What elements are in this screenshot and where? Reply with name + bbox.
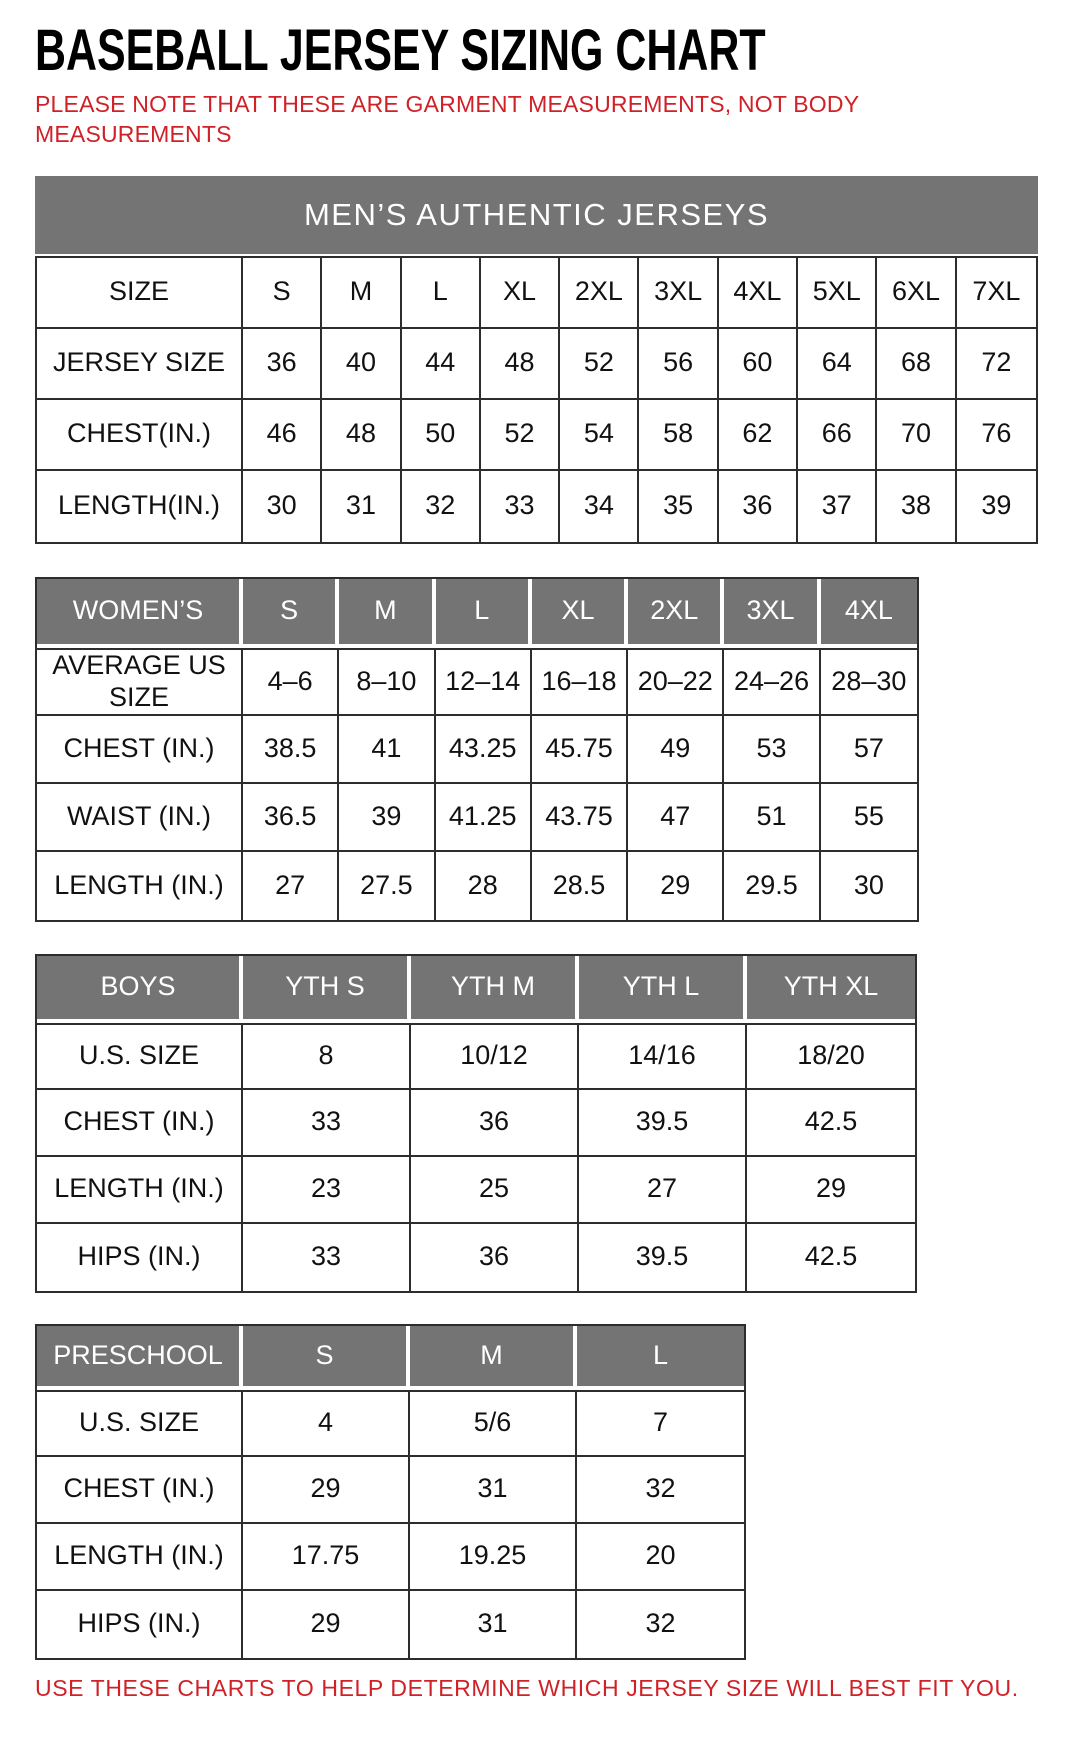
mens-table-banner: MEN’S AUTHENTIC JERSEYS — [35, 176, 1038, 254]
cell-value: 19.25 — [410, 1524, 577, 1591]
cell-value: 35 — [639, 471, 718, 542]
cell-value: 25 — [411, 1157, 579, 1224]
cell-value: 66 — [798, 400, 877, 471]
cell-value: 20 — [577, 1524, 744, 1591]
boys-size-header: YTH XL — [747, 956, 915, 1023]
cell-value: 51 — [724, 784, 820, 852]
womens-header-label: WOMEN’S — [37, 579, 243, 648]
cell-value: 8–10 — [339, 648, 435, 716]
preschool-size-header: S — [243, 1326, 410, 1390]
cell-value: 2XL — [560, 258, 639, 329]
cell-value: 5XL — [798, 258, 877, 329]
row-label: JERSEY SIZE — [37, 329, 243, 400]
cell-value: 76 — [957, 400, 1036, 471]
womens-size-header: 3XL — [724, 579, 820, 648]
cell-value: 52 — [560, 329, 639, 400]
womens-sizing-table — [35, 577, 919, 922]
cell-value: 68 — [877, 329, 956, 400]
cell-value: 33 — [481, 471, 560, 542]
boys-header-row — [37, 956, 915, 1023]
cell-value: 38 — [877, 471, 956, 542]
cell-value: 34 — [560, 471, 639, 542]
cell-value: 39.5 — [579, 1224, 747, 1291]
mens-row — [37, 471, 1036, 542]
boys-size-header: YTH L — [579, 956, 747, 1023]
boys-size-header: YTH M — [411, 956, 579, 1023]
preschool-header-label: PRESCHOOL — [37, 1326, 243, 1390]
cell-value: 57 — [821, 716, 917, 784]
cell-value: 4 — [243, 1390, 410, 1457]
preschool-size-header: L — [577, 1326, 744, 1390]
mens-row — [37, 400, 1036, 471]
cell-value: 58 — [639, 400, 718, 471]
cell-value: 39.5 — [579, 1090, 747, 1157]
womens-size-header: S — [243, 579, 339, 648]
cell-value: 39 — [957, 471, 1036, 542]
womens-row — [37, 852, 917, 920]
row-label: LENGTH (IN.) — [37, 852, 243, 920]
cell-value: 45.75 — [532, 716, 628, 784]
preschool-row — [37, 1591, 744, 1658]
cell-value: 56 — [639, 329, 718, 400]
womens-size-header: L — [436, 579, 532, 648]
cell-value: 36.5 — [243, 784, 339, 852]
cell-value: 33 — [243, 1224, 411, 1291]
row-label: LENGTH (IN.) — [37, 1524, 243, 1591]
row-label: CHEST (IN.) — [37, 1090, 243, 1157]
cell-value: 48 — [322, 400, 401, 471]
cell-value: 60 — [719, 329, 798, 400]
cell-value: 23 — [243, 1157, 411, 1224]
cell-value: XL — [481, 258, 560, 329]
cell-value: 39 — [339, 784, 435, 852]
row-label: CHEST (IN.) — [37, 716, 243, 784]
cell-value: 46 — [243, 400, 322, 471]
preschool-row — [37, 1457, 744, 1524]
preschool-row — [37, 1390, 744, 1457]
cell-value: 28 — [436, 852, 532, 920]
cell-value: 28.5 — [532, 852, 628, 920]
cell-value: 10/12 — [411, 1023, 579, 1090]
cell-value: S — [243, 258, 322, 329]
preschool-header-row — [37, 1326, 744, 1390]
cell-value: 33 — [243, 1090, 411, 1157]
cell-value: 4XL — [719, 258, 798, 329]
cell-value: 54 — [560, 400, 639, 471]
cell-value: 29 — [747, 1157, 915, 1224]
row-label: U.S. SIZE — [37, 1390, 243, 1457]
cell-value: 8 — [243, 1023, 411, 1090]
boys-size-header: YTH S — [243, 956, 411, 1023]
cell-value: 72 — [957, 329, 1036, 400]
cell-value: 36 — [719, 471, 798, 542]
cell-value: 14/16 — [579, 1023, 747, 1090]
preschool-sizing-table — [35, 1324, 746, 1660]
cell-value: 31 — [410, 1591, 577, 1658]
cell-value: 3XL — [639, 258, 718, 329]
cell-value: 36 — [411, 1224, 579, 1291]
cell-value: 53 — [724, 716, 820, 784]
cell-value: 24–26 — [724, 648, 820, 716]
fit-advice-footer: USE THESE CHARTS TO HELP DETERMINE WHICH JERSEY SIZE WILL BEST FIT YOU. — [35, 1674, 1019, 1701]
row-label: LENGTH (IN.) — [37, 1157, 243, 1224]
cell-value: 30 — [243, 471, 322, 542]
boys-sizing-table — [35, 954, 917, 1293]
cell-value: 6XL — [877, 258, 956, 329]
preschool-row — [37, 1524, 744, 1591]
cell-value: 55 — [821, 784, 917, 852]
garment-measurements-note: PLEASE NOTE THAT THESE ARE GARMENT MEASUREMENTS, NOT BODY MEASUREMENTS — [35, 91, 859, 147]
cell-value: 31 — [410, 1457, 577, 1524]
cell-value: 5/6 — [410, 1390, 577, 1457]
cell-value: 49 — [628, 716, 724, 784]
cell-value: M — [322, 258, 401, 329]
cell-value: 7 — [577, 1390, 744, 1457]
cell-value: 18/20 — [747, 1023, 915, 1090]
cell-value: L — [402, 258, 481, 329]
cell-value: 43.25 — [436, 716, 532, 784]
cell-value: 31 — [322, 471, 401, 542]
row-label: HIPS (IN.) — [37, 1591, 243, 1658]
cell-value: 44 — [402, 329, 481, 400]
cell-value: 20–22 — [628, 648, 724, 716]
mens-sizing-table — [35, 256, 1038, 544]
cell-value: 29.5 — [724, 852, 820, 920]
cell-value: 37 — [798, 471, 877, 542]
cell-value: 41.25 — [436, 784, 532, 852]
cell-value: 40 — [322, 329, 401, 400]
cell-value: 27 — [579, 1157, 747, 1224]
cell-value: 17.75 — [243, 1524, 410, 1591]
mens-row — [37, 329, 1036, 400]
row-label: LENGTH(IN.) — [37, 471, 243, 542]
row-label: HIPS (IN.) — [37, 1224, 243, 1291]
cell-value: 16–18 — [532, 648, 628, 716]
cell-value: 50 — [402, 400, 481, 471]
cell-value: 42.5 — [747, 1090, 915, 1157]
boys-row — [37, 1157, 915, 1224]
cell-value: 36 — [243, 329, 322, 400]
womens-row — [37, 716, 917, 784]
cell-value: 27.5 — [339, 852, 435, 920]
boys-row — [37, 1224, 915, 1291]
cell-value: 41 — [339, 716, 435, 784]
womens-header-row — [37, 579, 917, 648]
row-label: CHEST (IN.) — [37, 1457, 243, 1524]
row-label: AVERAGE US SIZE — [37, 648, 243, 716]
cell-value: 30 — [821, 852, 917, 920]
mens-row — [37, 258, 1036, 329]
cell-value: 32 — [402, 471, 481, 542]
cell-value: 27 — [243, 852, 339, 920]
cell-value: 70 — [877, 400, 956, 471]
cell-value: 29 — [243, 1591, 410, 1658]
cell-value: 4–6 — [243, 648, 339, 716]
cell-value: 29 — [243, 1457, 410, 1524]
womens-row — [37, 648, 917, 716]
cell-value: 47 — [628, 784, 724, 852]
cell-value: 29 — [628, 852, 724, 920]
womens-size-header: M — [339, 579, 435, 648]
cell-value: 48 — [481, 329, 560, 400]
cell-value: 38.5 — [243, 716, 339, 784]
cell-value: 28–30 — [821, 648, 917, 716]
page-title: BASEBALL JERSEY SIZING CHART — [35, 18, 766, 83]
cell-value: 12–14 — [436, 648, 532, 716]
cell-value: 52 — [481, 400, 560, 471]
cell-value: 7XL — [957, 258, 1036, 329]
cell-value: 36 — [411, 1090, 579, 1157]
womens-size-header: 4XL — [821, 579, 917, 648]
cell-value: 42.5 — [747, 1224, 915, 1291]
row-label: WAIST (IN.) — [37, 784, 243, 852]
row-label: U.S. SIZE — [37, 1023, 243, 1090]
cell-value: 32 — [577, 1591, 744, 1658]
womens-size-header: 2XL — [628, 579, 724, 648]
womens-size-header: XL — [532, 579, 628, 648]
womens-row — [37, 784, 917, 852]
boys-header-label: BOYS — [37, 956, 243, 1023]
preschool-size-header: M — [410, 1326, 577, 1390]
row-label: SIZE — [37, 258, 243, 329]
cell-value: 43.75 — [532, 784, 628, 852]
row-label: CHEST(IN.) — [37, 400, 243, 471]
cell-value: 32 — [577, 1457, 744, 1524]
cell-value: 64 — [798, 329, 877, 400]
boys-row — [37, 1023, 915, 1090]
boys-row — [37, 1090, 915, 1157]
cell-value: 62 — [719, 400, 798, 471]
